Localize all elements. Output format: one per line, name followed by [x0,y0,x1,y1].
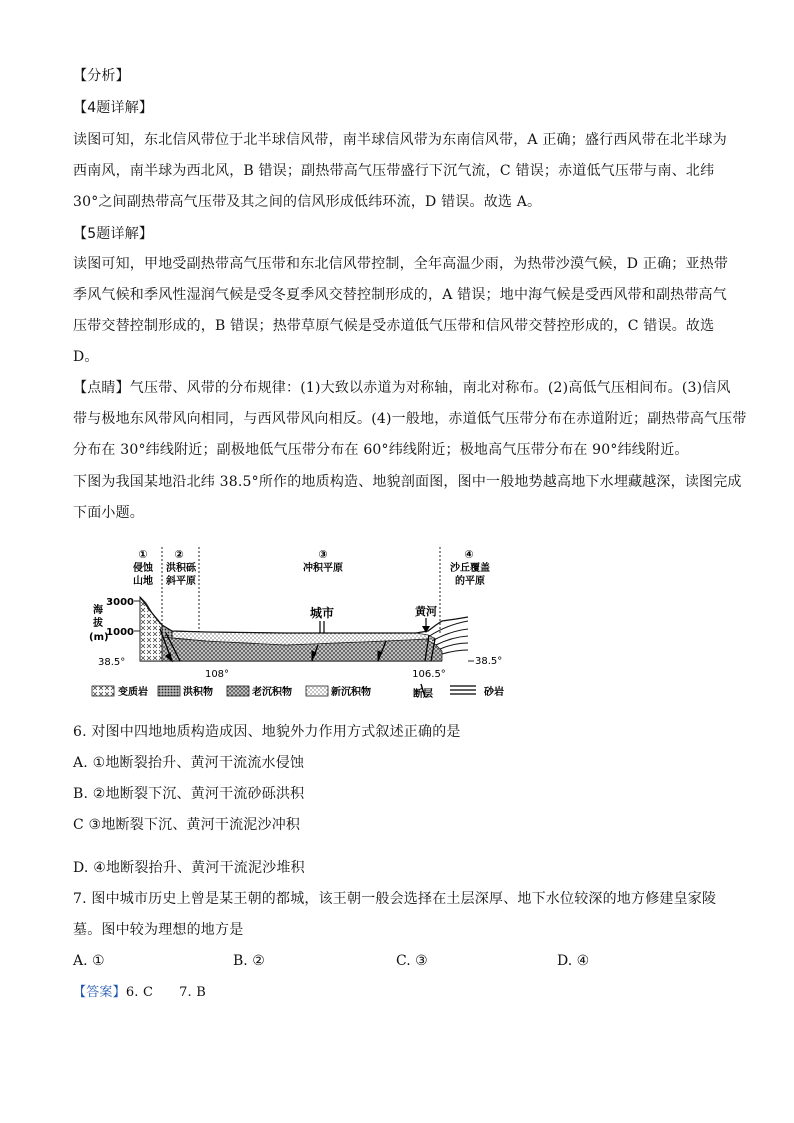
y-tick-label: 1000 [106,627,134,638]
zone-3-number: ③ [318,548,328,561]
zone-1-number: ① [138,548,148,561]
legend-swatch-metamorphic [92,686,114,696]
q7-stem: 7. 图中城市历史上曾是某王朝的都城，该王朝一般会选择在土层深厚、地下水位较深的地方修建皇家陵 [73,891,717,907]
legend-label: 断层 [413,689,433,700]
answer-line [73,983,206,1003]
intro-text-line: 下面小题。 [73,505,144,521]
metamorphic-rock-body [140,597,162,661]
zone-1-label-line1: 侵蚀 [133,563,153,574]
q4-text-line: 西南风，南半球为西北风，B 错误；副热带高气压带盛行下沉气流，C 错误；赤道低气压带与南、北纬 [73,163,715,179]
q7-stem: 墓。图中较为理想的地方是 [73,922,244,938]
q5-detail-heading: 【5题详解】 [73,226,154,242]
q5-text-line: D。 [73,349,99,365]
q7-option-d[interactable]: D. ④ [557,953,590,969]
q4-detail-heading: 【4题详解】 [73,100,154,116]
q7-option-b[interactable]: B. ② [233,953,265,969]
geologic-cross-section-figure [86,541,516,703]
legend [92,684,504,700]
q6-option-a[interactable]: A. ①地断裂抬升、黄河干流流水侵蚀 [73,755,305,771]
section-analysis-heading: 【分析】 [73,68,130,84]
zone-2-label-line2: 斜平原 [166,576,196,587]
q6-option-d[interactable]: D. ④地断裂抬升、黄河干流泥沙堆积 [73,860,305,876]
tip-text-line: 带与极地东风带风向相同，与西风带风向相反。(4)一般地，赤道低气压带分布在赤道附近；副热带高气压带 [73,411,747,427]
elevation-unit: (m) [89,632,109,643]
elevation-label: 海 [93,605,103,616]
zone-4-label-line1: 沙丘覆盖 [450,563,490,574]
latitude-left-label: 38.5° [98,657,126,668]
q4-text-line: 30°之间副热带高气压带及其之间的信风形成低纬环流，D 错误。故选 A。 [73,194,542,210]
answer-text: 6. C 7. B [125,985,206,1000]
longitude-label: 106.5° [412,669,446,680]
q5-text-line: 季风气候和季风性湿润气候是受冬夏季风交替控制形成的，A 错误；地中海气候是受西风带和副热带高气 [73,287,727,303]
legend-label: 洪积物 [183,687,213,698]
tip-text-line: 分布在 30°纬线附近；副极地低气压带分布在 60°纬线附近；极地高气压带分布在 90°纬线附近。 [73,442,689,458]
yellow-river-label: 黄河 [415,605,437,618]
zone-2-label-line1: 洪积砾 [166,563,196,574]
q6-option-c[interactable]: C ③地断裂下沉、黄河干流泥沙冲积 [73,817,301,833]
zone-3-label-line1: 冲积平原 [303,563,343,574]
elevation-label: 拔 [93,618,103,629]
zone-4-number: ④ [464,548,474,561]
answer-tag: 【答案】 [73,985,126,1000]
q6-stem: 6. 对图中四地地质构造成因、地貌外力作用方式叙述正确的是 [73,724,461,740]
q4-text-line: 读图可知，东北信风带位于北半球信风带，南半球信风带为东南信风带，A 正确；盛行西风带在北半球为 [73,132,727,148]
q5-text-line: 压带交替控制形成的，B 错误；热带草原气候是受赤道低气压带和信风带交替控形成的，C 错误。故选 [73,318,715,334]
q7-option-c[interactable]: C. ③ [396,953,428,969]
legend-label: 新沉积物 [331,687,371,698]
q5-text-line: 读图可知，甲地受副热带高气压带和东北信风带控制，全年高温少雨，为热带沙漠气候，D 正确；亚热带 [73,256,729,272]
legend-label: 砂岩 [484,687,504,698]
legend-label: 老沉积物 [252,687,292,698]
legend-label: 变质岩 [118,687,148,698]
tip-text-line: 【点睛】气压带、风带的分布规律：(1)大致以赤道为对称轴，南北对称布。(2)高低气压相间布。(3)信风 [73,380,731,396]
legend-swatch-sandstone [450,686,476,694]
intro-text-line: 下图为我国某地沿北纬 38.5°所作的地质构造、地貌剖面图，图中一般地势越高地下水埋藏越深，读图完成 [73,474,742,490]
y-tick-label: 3000 [106,597,134,608]
legend-swatch-alluvial [158,686,180,696]
zone-2-number: ② [174,548,184,561]
zone-4-label-line2: 的平原 [455,576,485,587]
latitude-right-label: 38.5° [475,656,503,667]
zone-1-label-line2: 山地 [133,576,153,587]
city-label: 城市 [309,606,335,620]
longitude-label: 108° [204,669,230,680]
q6-option-b[interactable]: B. ②地断裂下沉、黄河干流砂砾洪积 [73,786,305,802]
q7-option-a[interactable]: A. ① [73,953,105,969]
legend-swatch-old-sediment [227,686,249,696]
legend-swatch-new-sediment [306,686,328,696]
